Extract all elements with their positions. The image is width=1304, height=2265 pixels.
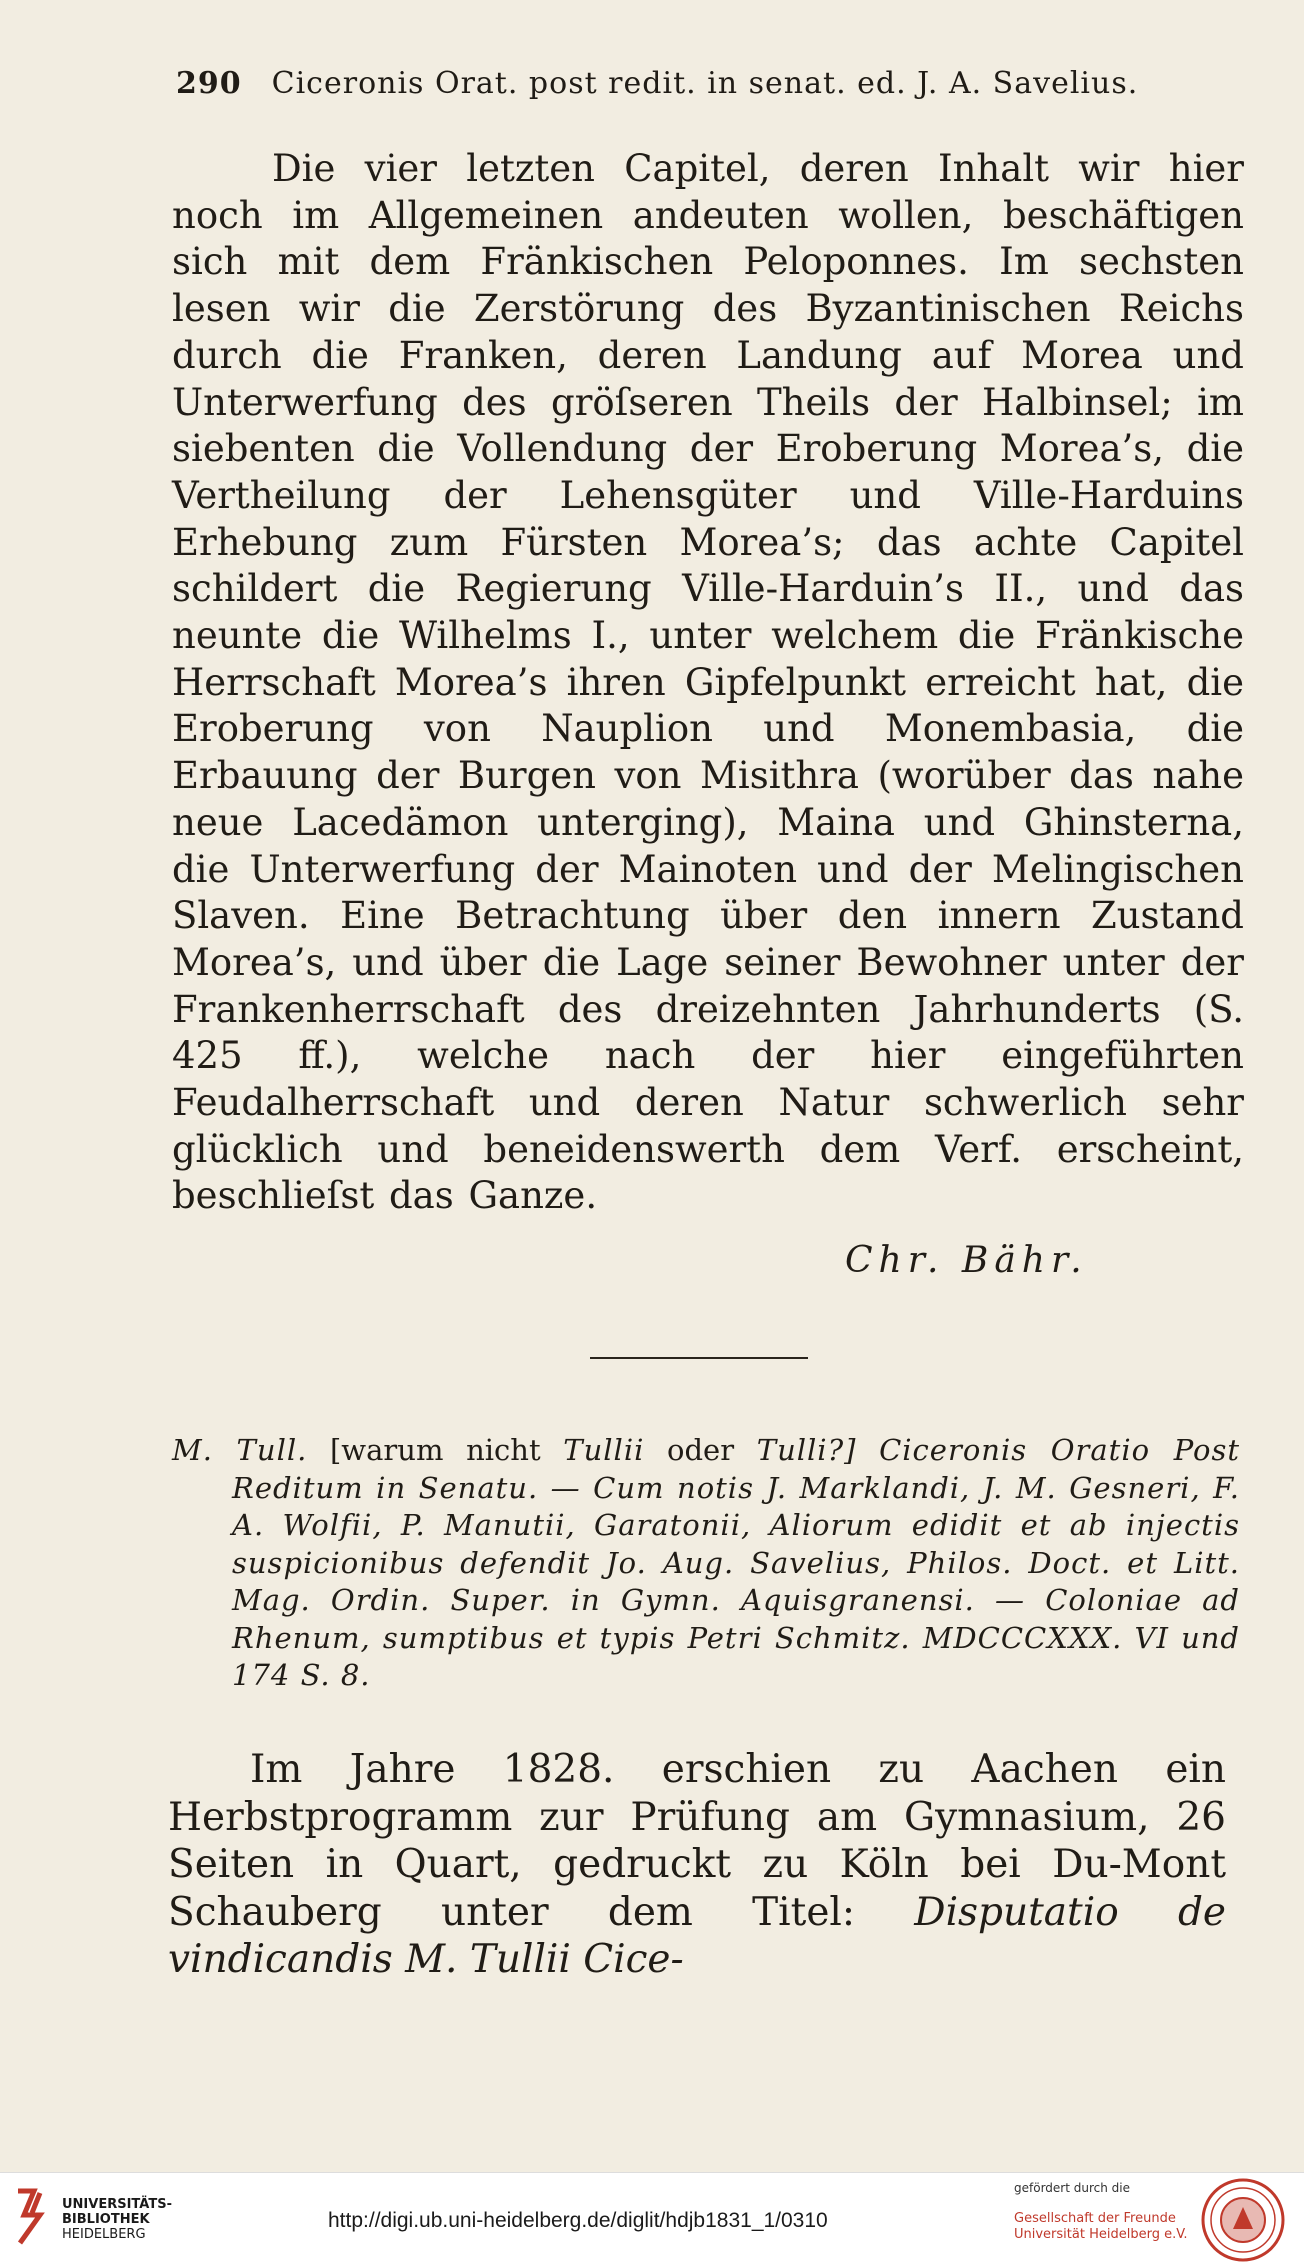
- paragraph-1: Die vier letzten Capitel, deren Inhalt wir hier noch im Allgemeinen andeuten wollen, beschäftigen sich mit dem Fränkischen Peloponnes. Im sechsten lesen wir die Zerstörung des Byzantinischen Reichs durch die Franken, deren Landung auf Morea und Unterwerfung des gröſseren Theils der Halbinsel; im siebenten die Vollendung der Eroberung Morea’s, die Vertheilung der Lehensgüter und Ville-Harduins Erhebung zum Fürsten Morea’s; das achte Capitel schildert die Regierung Ville-Harduin’s II., und das neunte die Wilhelms I., unter welchem die Fränkische Herrschaft Morea’s ihren Gipfelpunkt erreicht hat, die Eroberung von Nauplion und Monembasia, die Erbauung der Burgen von Misithra (worüber das nahe neue Lacedämon unterging), Maina und Ghinsterna, die Unterwerfung der Mainoten und der Melingischen Slaven. Eine Betrachtung über den innern Zustand Morea’s, und über die Lage seiner Bewohner unter der Frankenherrschaft des dreizehnten Jahrhunderts (S. 425 ff.), welche nach der hier eingeführten Feudalherrschaft und deren Natur schwerlich sehr glücklich und beneidenswerth dem Verf. erscheint, beschlieſst das Ganze.: [172, 147, 1244, 1218]
- citation-variant-1: Tullii: [563, 1433, 645, 1467]
- funded-by-label: gefördert durch die: [1014, 2181, 1130, 2195]
- body-text-block-1: [172, 146, 1244, 1220]
- library-logo-icon: [10, 2185, 54, 2249]
- running-title: Ciceronis Orat. post redit. in senat. ed. J. A. Savelius.: [271, 66, 1139, 101]
- society-line-1: Gesellschaft der Freunde: [1014, 2211, 1176, 2226]
- digitization-footer: [0, 2172, 1304, 2265]
- library-line-3: HEIDELBERG: [62, 2227, 146, 2242]
- society-name: [1014, 2211, 1188, 2243]
- library-line-1: UNIVERSITÄTS-: [62, 2197, 172, 2212]
- page-number: 290: [176, 66, 242, 101]
- paragraph-2-italic-title: Disputatio de vindicandis M. Tullii Cice-: [168, 1889, 1226, 1982]
- library-line-2: BIBLIOTHEK: [62, 2212, 150, 2227]
- citation-remark: [warum nicht: [329, 1433, 541, 1467]
- citation-title: Ciceronis Oratio Post Reditum in Senatu. — Cum notis J. Marklandi, J. M. Gesneri, F. A. Wolfii, P. Manutii, Garatonii, Aliorum edidit et ab injectis suspicionibus defendit Jo. Aug. Savelius, Philos. Doct. et Litt. Mag. Ordin. Super. in Gymn. Aquisgranensi. — Coloniae ad Rhenum, sumptibus et typis Petri Schmitz. MDCCCXXX. VI und 174 S. 8.: [232, 1433, 1241, 1692]
- citation-conjunction: oder: [667, 1433, 735, 1467]
- society-line-2: Universität Heidelberg e.V.: [1014, 2227, 1188, 2242]
- author-signature: Chr. Bähr.: [845, 1240, 1088, 1281]
- paragraph-2: [168, 1746, 1226, 1984]
- university-seal-icon: [1200, 2177, 1286, 2263]
- permalink-url[interactable]: http://digi.ub.uni-heidelberg.de/diglit/hdjb1831_1/0310: [328, 2209, 828, 2232]
- body-text-block-2: [168, 1746, 1226, 1984]
- section-divider: [590, 1357, 808, 1359]
- citation-text: [172, 1432, 1240, 1695]
- paragraph-2-text: Im Jahre 1828. erschien zu Aachen ein Herbstprogramm zur Prüfung am Gymnasium, 26 Seiten in Quart, gedruckt zu Köln bei Du-Mont Schauberg unter dem Titel:: [168, 1747, 1226, 1935]
- citation-author: M. Tull.: [172, 1433, 308, 1467]
- citation-variant-2: Tulli?]: [756, 1433, 857, 1467]
- library-name: [62, 2197, 172, 2242]
- bibliographic-citation: [172, 1432, 1240, 1695]
- running-header: [176, 66, 1146, 101]
